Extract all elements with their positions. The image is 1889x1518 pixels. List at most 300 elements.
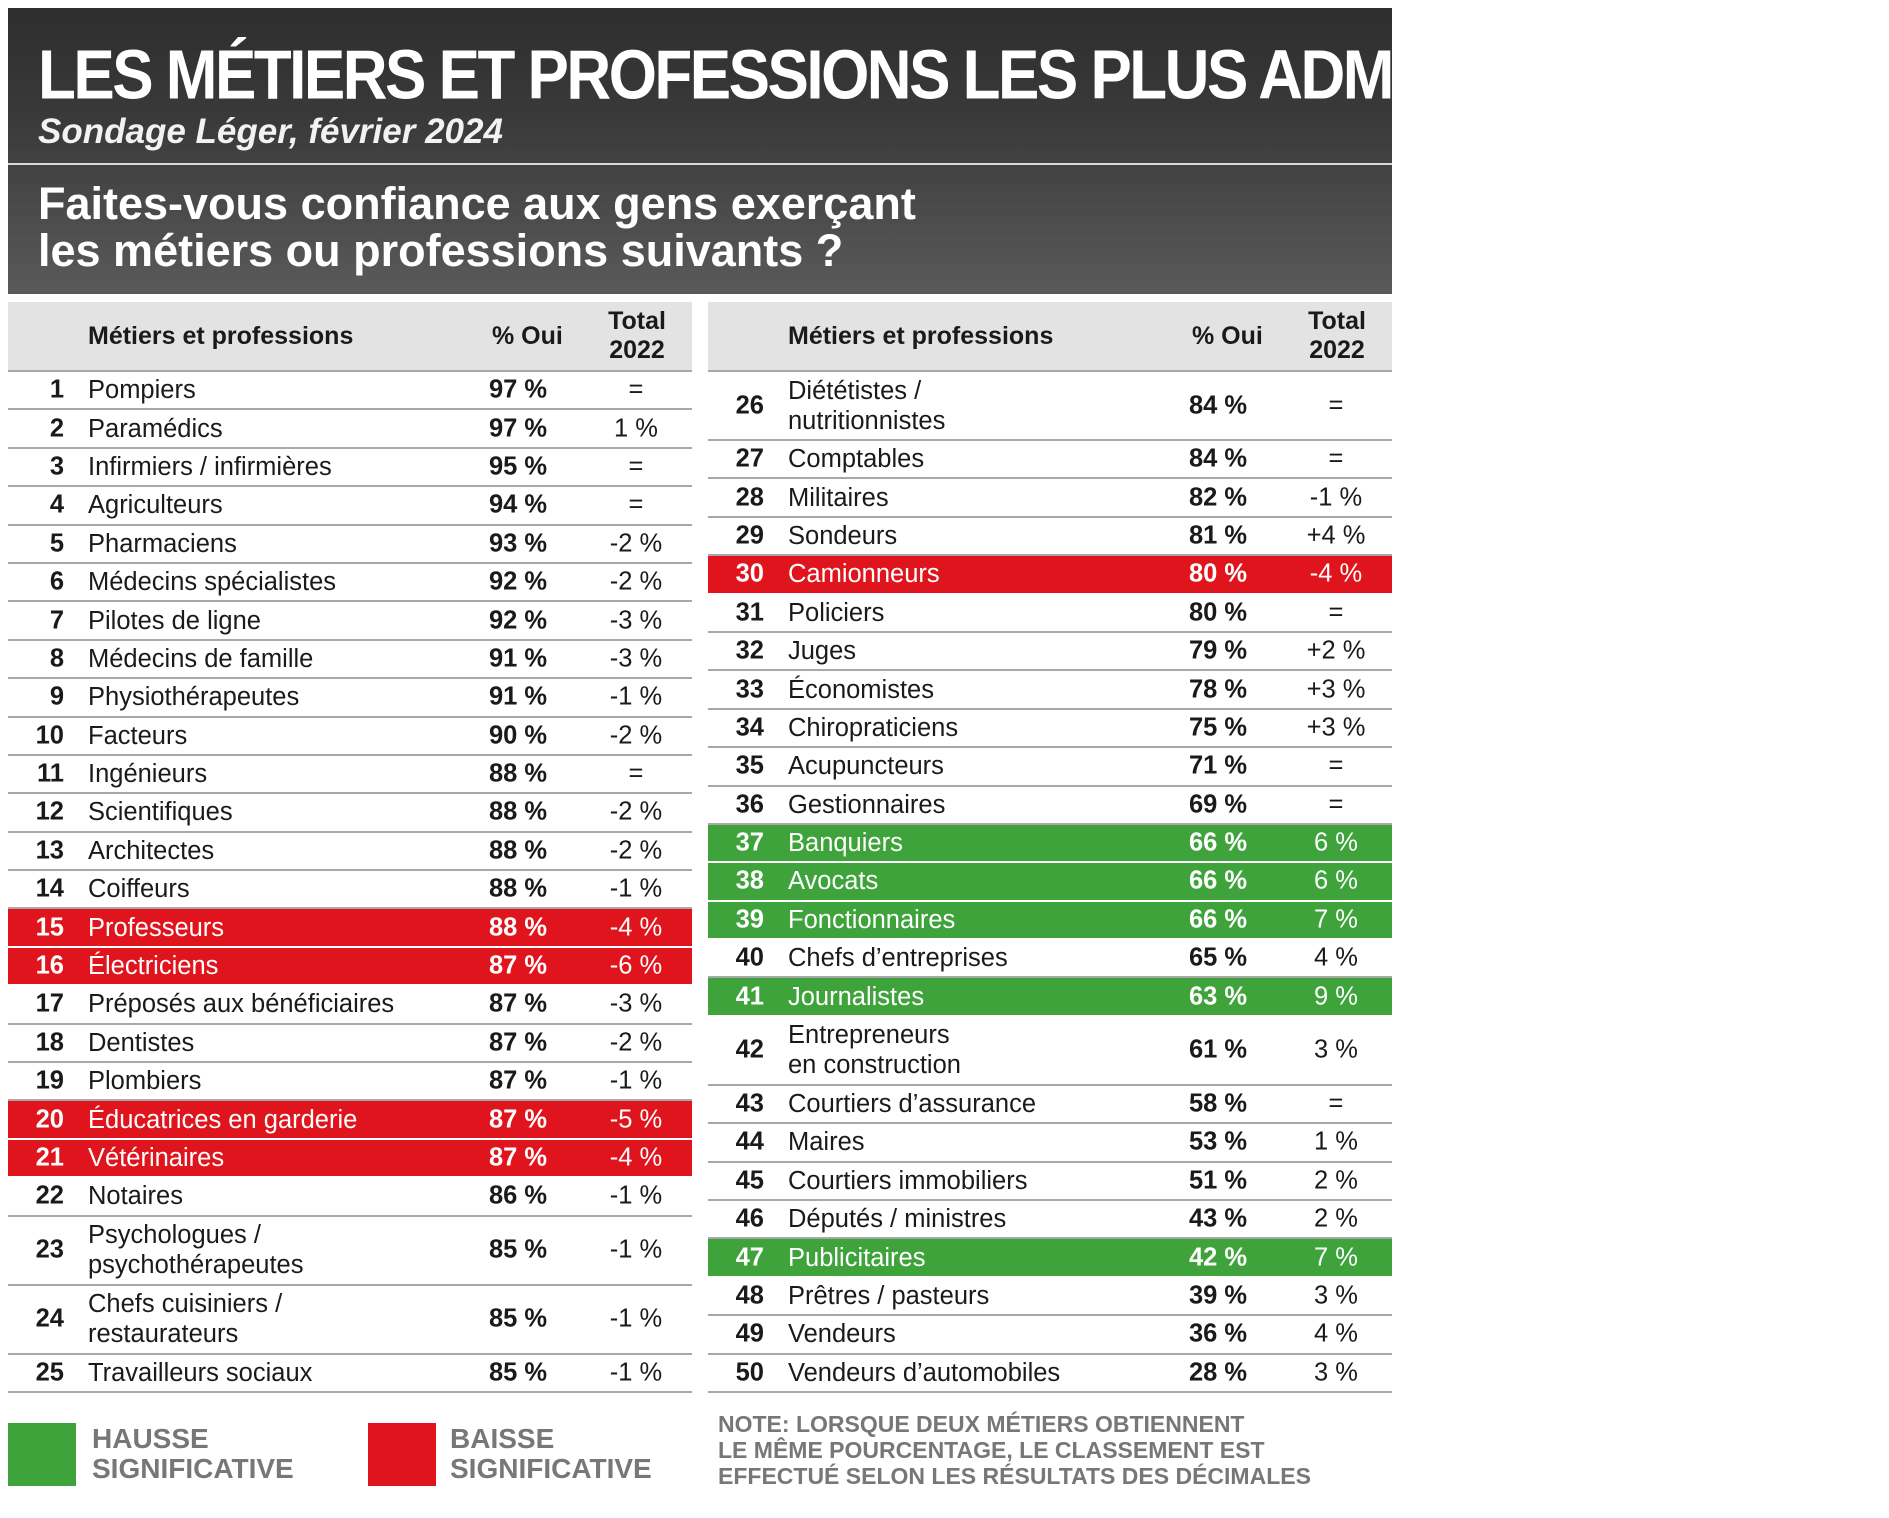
row-name <box>88 567 336 597</box>
row-rank: 17 <box>35 989 64 1018</box>
table-header <box>8 302 692 372</box>
row-name-line: Plombiers <box>88 1067 202 1096</box>
row-name-line: Scientifiques <box>88 798 233 827</box>
row-pct: 51 % <box>1188 1166 1248 1195</box>
row-name-line: Juges <box>788 637 857 666</box>
row-name <box>88 375 196 405</box>
row-name-line: Courtiers d’assurance <box>788 1090 1037 1119</box>
row-pct: 97 % <box>488 414 548 443</box>
row-name <box>788 866 878 896</box>
row-name <box>788 1127 865 1157</box>
table-row <box>708 1017 1392 1086</box>
row-name-line: Pilotes de ligne <box>88 606 261 635</box>
row-rank: 21 <box>35 1143 64 1172</box>
row-rank: 23 <box>35 1235 64 1264</box>
table-row <box>708 940 1392 978</box>
row-name <box>788 521 897 551</box>
row-name <box>88 797 233 827</box>
footnote-line2: LE MÊME POURCENTAGE, LE CLASSEMENT EST <box>718 1437 1265 1463</box>
row-rank: 32 <box>735 636 764 665</box>
row-rank: 47 <box>735 1243 764 1272</box>
row-rank: 50 <box>735 1358 764 1387</box>
legend-up-line2: SIGNIFICATIVE <box>92 1453 294 1484</box>
row-name <box>88 1289 282 1349</box>
row-pct: 84 % <box>1188 391 1248 419</box>
row-prev: 3 % <box>1314 1035 1358 1064</box>
row-name-line: Sondeurs <box>788 521 898 550</box>
table-row <box>8 1063 692 1101</box>
row-pct: 88 % <box>488 836 548 865</box>
row-name-line: Vendeurs <box>788 1320 896 1349</box>
row-rank: 33 <box>735 675 764 704</box>
table-row <box>8 756 692 794</box>
table-row <box>708 787 1392 825</box>
survey-question <box>38 180 1138 274</box>
row-prev: -5 % <box>609 1105 663 1134</box>
row-name <box>88 490 223 520</box>
table-row <box>8 526 692 564</box>
row-rank: 30 <box>735 559 764 588</box>
row-pct: 39 % <box>1188 1281 1248 1310</box>
row-name <box>88 874 190 904</box>
row-prev: -1 % <box>609 874 663 903</box>
row-rank: 18 <box>35 1028 64 1057</box>
legend-up-line1: HAUSSE <box>92 1423 209 1454</box>
row-rank: 1 <box>49 375 64 404</box>
row-prev: = <box>1328 751 1344 780</box>
row-prev: 7 % <box>1314 1243 1358 1272</box>
row-name-line: Comptables <box>788 445 925 474</box>
row-rank: 7 <box>49 606 64 635</box>
row-name-line: Médecins de famille <box>88 644 314 673</box>
legend-up-label <box>92 1424 294 1484</box>
row-name <box>788 828 903 858</box>
table-row <box>708 1086 1392 1124</box>
row-prev: -4 % <box>609 1143 663 1172</box>
row-name <box>788 713 958 743</box>
row-pct: 92 % <box>488 567 548 596</box>
row-name <box>88 1105 357 1135</box>
row-name-line: Coiffeurs <box>88 875 190 904</box>
row-prev: 9 % <box>1314 982 1358 1011</box>
row-rank: 46 <box>735 1204 764 1233</box>
row-name-line: Architectes <box>88 836 215 865</box>
row-rank: 45 <box>735 1166 764 1195</box>
header-divider <box>8 163 1392 165</box>
table-row <box>8 449 692 487</box>
row-rank: 2 <box>49 414 64 443</box>
row-name-line: Chefs cuisiniers / <box>88 1290 283 1319</box>
row-pct: 87 % <box>488 1066 548 1095</box>
survey-question-line2: les métiers ou professions suivants ? <box>38 225 844 276</box>
table-row <box>8 410 692 448</box>
row-pct: 91 % <box>488 644 548 673</box>
row-pct: 85 % <box>488 1304 548 1333</box>
row-pct: 95 % <box>488 452 548 481</box>
table-row <box>8 487 692 525</box>
row-name-line: Notaires <box>88 1182 183 1211</box>
row-rank: 44 <box>735 1127 764 1156</box>
row-rank: 8 <box>49 644 64 673</box>
legend-down-swatch <box>368 1423 436 1486</box>
row-rank: 3 <box>49 452 64 481</box>
row-name <box>88 721 187 751</box>
table-row <box>8 909 692 947</box>
row-rank: 26 <box>735 391 764 419</box>
row-rank: 28 <box>735 483 764 512</box>
row-name-line: Chefs d’entreprises <box>788 944 1008 973</box>
row-name-line: Pharmaciens <box>88 529 237 558</box>
row-pct: 79 % <box>1188 636 1248 665</box>
row-prev: -3 % <box>609 644 663 673</box>
legend-down-line1: BAISSE <box>450 1423 555 1454</box>
row-name-line: restaurateurs <box>88 1320 239 1349</box>
row-prev: -1 % <box>609 1181 663 1210</box>
row-name-line: Économistes <box>788 675 934 704</box>
row-name-line: Diététistes / <box>788 376 922 405</box>
table-row <box>8 986 692 1024</box>
row-name-line: nutritionnistes <box>788 406 946 435</box>
row-rank: 29 <box>735 521 764 550</box>
row-pct: 86 % <box>488 1181 548 1210</box>
row-name-line: Travailleurs sociaux <box>88 1358 313 1387</box>
row-name-line: Médecins spécialistes <box>88 568 337 597</box>
row-rank: 48 <box>735 1281 764 1310</box>
row-rank: 27 <box>735 444 764 473</box>
row-name <box>788 982 924 1012</box>
row-name-line: Camionneurs <box>788 560 940 589</box>
row-pct: 81 % <box>1188 521 1248 550</box>
row-name-line: Militaires <box>788 483 889 512</box>
row-prev: -4 % <box>1309 559 1363 588</box>
row-rank: 31 <box>735 598 764 627</box>
row-name-line: Chiropraticiens <box>788 713 959 742</box>
row-pct: 78 % <box>1188 675 1248 704</box>
table-row <box>708 441 1392 479</box>
row-name <box>788 1166 1027 1196</box>
column-header-prev-line2: 2022 <box>1309 336 1365 364</box>
row-name-line: Physiothérapeutes <box>88 683 300 712</box>
column-header-prev <box>593 307 681 365</box>
table-row <box>708 1316 1392 1354</box>
row-name-line: Fonctionnaires <box>788 905 956 934</box>
row-rank: 22 <box>35 1181 64 1210</box>
row-rank: 20 <box>35 1105 64 1134</box>
row-pct: 88 % <box>488 759 548 788</box>
column-header-pct: % Oui <box>1192 322 1263 350</box>
row-name-line: Dentistes <box>88 1028 195 1057</box>
row-prev: -4 % <box>609 913 663 942</box>
row-prev: 1 % <box>1314 1127 1358 1156</box>
row-name <box>788 376 945 436</box>
table-row <box>708 825 1392 863</box>
row-name <box>88 1358 312 1388</box>
row-prev: 3 % <box>1314 1358 1358 1387</box>
row-name <box>88 1066 201 1096</box>
table-row <box>708 1124 1392 1162</box>
row-name <box>788 483 889 513</box>
row-pct: 87 % <box>488 951 548 980</box>
row-prev: -2 % <box>609 1028 663 1057</box>
table-row <box>8 679 692 717</box>
table-row <box>708 902 1392 940</box>
table-row <box>8 602 692 640</box>
row-name <box>788 1319 896 1349</box>
row-pct: 92 % <box>488 606 548 635</box>
column-header-prev-line2: 2022 <box>609 336 665 364</box>
row-prev: = <box>628 452 644 481</box>
row-prev: = <box>1328 598 1344 627</box>
row-rank: 13 <box>35 836 64 865</box>
row-name-line: Agriculteurs <box>88 491 223 520</box>
row-pct: 75 % <box>1188 713 1248 742</box>
row-prev: -1 % <box>609 1235 663 1264</box>
row-name-line: Banquiers <box>788 829 903 858</box>
row-pct: 69 % <box>1188 790 1248 819</box>
row-name-line: Psychologues / <box>88 1221 261 1250</box>
row-name <box>788 636 856 666</box>
row-prev: = <box>1328 444 1344 473</box>
table-row <box>708 1278 1392 1316</box>
row-pct: 93 % <box>488 529 548 558</box>
table-row <box>708 372 1392 441</box>
row-name <box>88 1028 194 1058</box>
row-name <box>88 989 394 1019</box>
row-prev: +3 % <box>1306 675 1366 704</box>
row-name-line: Facteurs <box>88 721 188 750</box>
row-name <box>788 905 955 935</box>
row-name-line: Éducatrices en garderie <box>88 1105 358 1134</box>
row-name <box>788 751 944 781</box>
table-row <box>708 595 1392 633</box>
row-name <box>88 836 214 866</box>
row-prev: 4 % <box>1314 1319 1358 1348</box>
table-row <box>8 871 692 909</box>
row-name <box>788 1243 925 1273</box>
row-name <box>788 1089 1036 1119</box>
table-row <box>8 794 692 832</box>
column-header-prev <box>1293 307 1381 365</box>
row-name-line: Électriciens <box>88 952 219 981</box>
row-pct: 84 % <box>1188 444 1248 473</box>
row-pct: 66 % <box>1188 905 1248 934</box>
row-name <box>788 559 940 589</box>
row-name-line: Professeurs <box>88 913 225 942</box>
row-name-line: Infirmiers / infirmières <box>88 452 332 481</box>
column-header-name: Métiers et professions <box>88 322 354 350</box>
row-name-line: Paramédics <box>88 414 223 443</box>
row-rank: 39 <box>735 905 764 934</box>
row-name <box>88 529 237 559</box>
table-row <box>708 671 1392 709</box>
row-rank: 6 <box>49 567 64 596</box>
row-prev: -1 % <box>609 682 663 711</box>
row-prev: 7 % <box>1314 905 1358 934</box>
row-name <box>88 1143 224 1173</box>
row-name-line: Maires <box>788 1128 865 1157</box>
header-banner <box>8 8 1889 294</box>
row-name <box>788 943 1008 973</box>
row-prev: 1 % <box>614 414 658 443</box>
row-name-line: Prêtres / pasteurs <box>788 1282 990 1310</box>
column-header-name: Métiers et professions <box>788 322 1054 350</box>
table-header <box>708 302 1392 372</box>
row-name-line: Avocats <box>788 867 879 896</box>
row-prev: -1 % <box>609 1304 663 1333</box>
row-name-line: psychothérapeutes <box>88 1251 304 1280</box>
table-row <box>708 1201 1392 1239</box>
row-rank: 42 <box>735 1035 764 1064</box>
row-rank: 34 <box>735 713 764 742</box>
row-name <box>788 790 945 820</box>
table-row <box>8 1355 692 1393</box>
table-body-left <box>8 372 692 1393</box>
row-name-line: Gestionnaires <box>788 790 946 819</box>
row-pct: 80 % <box>1188 598 1248 627</box>
row-prev: 4 % <box>1314 943 1358 972</box>
row-prev: 3 % <box>1314 1281 1358 1310</box>
table-row <box>708 1163 1392 1201</box>
row-rank: 4 <box>49 490 64 519</box>
row-prev: = <box>1328 1089 1344 1118</box>
row-prev: -1 % <box>1309 483 1363 512</box>
row-name-line: Vendeurs d’automobiles <box>788 1358 1061 1387</box>
table-row <box>708 710 1392 748</box>
row-prev: -2 % <box>609 836 663 865</box>
row-pct: 58 % <box>1188 1089 1248 1118</box>
row-pct: 28 % <box>1188 1358 1248 1387</box>
row-prev: = <box>1328 790 1344 819</box>
row-name <box>88 682 299 712</box>
row-name <box>88 1220 303 1280</box>
row-prev: -6 % <box>609 951 663 980</box>
row-pct: 88 % <box>488 874 548 903</box>
table-row <box>8 564 692 602</box>
row-name-line: Ingénieurs <box>88 760 208 789</box>
row-name-line: Publicitaires <box>788 1243 926 1272</box>
row-rank: 11 <box>37 759 64 788</box>
row-pct: 66 % <box>1188 866 1248 895</box>
row-pct: 88 % <box>488 797 548 826</box>
survey-question-line1: Faites-vous confiance aux gens exerçant <box>38 178 916 229</box>
row-name <box>788 444 924 474</box>
row-rank: 14 <box>35 874 64 903</box>
table-row <box>708 1355 1392 1393</box>
row-name <box>88 644 313 674</box>
row-name <box>788 598 884 628</box>
table-row <box>8 1286 692 1355</box>
table-body-right <box>708 372 1392 1393</box>
row-prev: = <box>628 490 644 519</box>
table-row <box>708 633 1392 671</box>
column-header-prev-line1: Total <box>608 307 666 335</box>
row-prev: = <box>628 759 644 788</box>
table-row <box>8 1101 692 1139</box>
row-prev: 6 % <box>1314 828 1358 857</box>
row-prev: -2 % <box>609 721 663 750</box>
row-name <box>88 414 223 444</box>
row-rank: 16 <box>35 951 64 980</box>
row-name <box>788 1281 989 1311</box>
row-prev: = <box>1328 391 1344 419</box>
table-row <box>8 641 692 679</box>
table-row <box>8 1140 692 1178</box>
row-pct: 87 % <box>488 1143 548 1172</box>
row-rank: 24 <box>35 1304 64 1333</box>
row-pct: 82 % <box>1188 483 1248 512</box>
legend-up-swatch <box>8 1423 76 1486</box>
row-pct: 53 % <box>1188 1127 1248 1156</box>
table-row <box>708 978 1392 1016</box>
row-pct: 61 % <box>1188 1035 1248 1064</box>
row-name-line: Préposés aux bénéficiaires <box>88 990 395 1019</box>
row-rank: 15 <box>35 913 64 942</box>
row-pct: 97 % <box>488 375 548 404</box>
row-prev: 6 % <box>1314 866 1358 895</box>
row-rank: 49 <box>735 1319 764 1348</box>
row-rank: 37 <box>735 828 764 857</box>
table-row <box>708 518 1392 556</box>
table-row <box>708 479 1392 517</box>
row-pct: 87 % <box>488 1105 548 1134</box>
footnote <box>718 1411 1398 1489</box>
row-pct: 87 % <box>488 1028 548 1057</box>
row-rank: 9 <box>49 682 64 711</box>
row-prev: -1 % <box>609 1066 663 1095</box>
row-rank: 38 <box>735 866 764 895</box>
row-name-line: Journalistes <box>788 982 925 1011</box>
row-pct: 91 % <box>488 682 548 711</box>
row-pct: 87 % <box>488 989 548 1018</box>
row-name-line: Vétérinaires <box>88 1144 225 1172</box>
ranking-table-right <box>708 302 1392 1393</box>
ranking-table-left <box>8 302 692 1393</box>
row-prev: +3 % <box>1306 713 1366 742</box>
row-name <box>88 606 261 636</box>
row-name <box>788 1020 961 1080</box>
row-rank: 12 <box>35 797 64 826</box>
table-row <box>708 863 1392 901</box>
row-rank: 43 <box>735 1089 764 1118</box>
row-name <box>88 1181 183 1211</box>
row-pct: 42 % <box>1188 1243 1248 1272</box>
row-rank: 25 <box>35 1358 64 1387</box>
row-pct: 80 % <box>1188 559 1248 588</box>
row-pct: 43 % <box>1188 1204 1248 1233</box>
row-pct: 90 % <box>488 721 548 750</box>
row-prev: +4 % <box>1306 521 1366 550</box>
page-title: LES MÉTIERS ET PROFESSIONS LES PLUS ADMIRÉS AU QUÉBEC <box>38 37 1889 115</box>
row-name <box>788 1358 1060 1388</box>
row-rank: 5 <box>49 529 64 558</box>
legend-down-label <box>450 1424 652 1484</box>
row-prev: -3 % <box>609 989 663 1018</box>
row-rank: 40 <box>735 943 764 972</box>
row-name <box>788 1204 1006 1234</box>
row-name <box>88 913 224 943</box>
row-pct: 66 % <box>1188 828 1248 857</box>
table-row <box>8 718 692 756</box>
row-name-line: Députés / ministres <box>788 1205 1007 1234</box>
footnote-line3: EFFECTUÉ SELON LES RÉSULTATS DES DÉCIMALES <box>718 1463 1311 1489</box>
row-pct: 85 % <box>488 1358 548 1387</box>
row-rank: 19 <box>35 1066 64 1095</box>
table-row <box>8 1178 692 1216</box>
column-header-pct: % Oui <box>492 322 563 350</box>
row-name <box>88 759 207 789</box>
row-prev: -1 % <box>609 1358 663 1387</box>
row-name-line: Pompiers <box>88 376 196 405</box>
